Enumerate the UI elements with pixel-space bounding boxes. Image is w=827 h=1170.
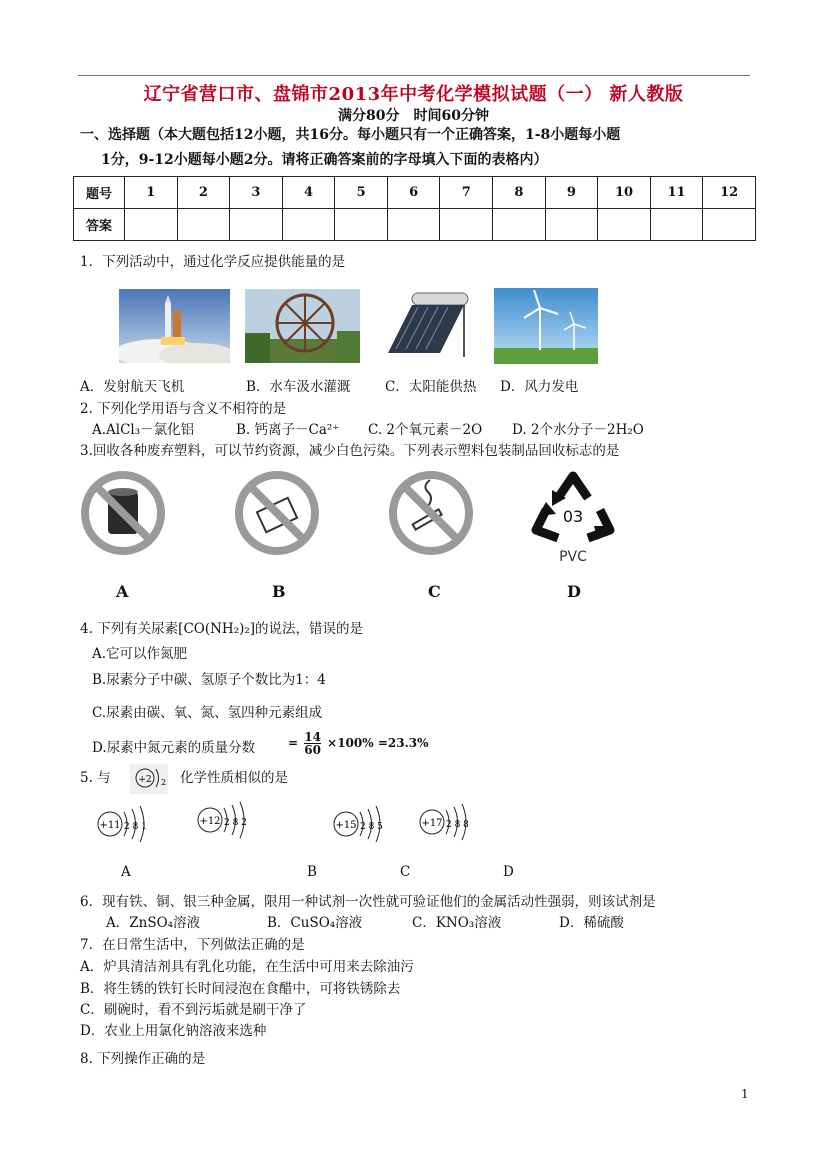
- q7-option-c: C．刷碗时，看不到污垢就是刷干净了: [80, 1002, 307, 1018]
- atom-diagram-b: [194, 800, 258, 840]
- answer-cell[interactable]: [230, 209, 283, 241]
- q6-option-c: C．KNO₃溶液: [412, 915, 502, 931]
- atom-diagram-a: [94, 804, 158, 844]
- formula-numerator: 14: [304, 730, 321, 744]
- table-cell-number: 7: [440, 177, 493, 209]
- q3-label-b: B: [272, 582, 286, 601]
- atom-diagram-d: [416, 802, 480, 842]
- no-oil-drum-sign: [80, 470, 166, 556]
- answer-cell[interactable]: [440, 209, 493, 241]
- q1-option-d: D．风力发电: [500, 379, 579, 395]
- table-cell-number: 3: [230, 177, 283, 209]
- table-cell-number: 1: [125, 177, 178, 209]
- page-number: 1: [741, 1087, 749, 1101]
- table-label-answer: 答案: [74, 209, 125, 241]
- q3-label-a: A: [116, 582, 129, 601]
- solar-heater-photo: [378, 287, 474, 363]
- page-title: 辽宁省营口市、盘锦市2013年中考化学模拟试题（一） 新人教版: [143, 84, 684, 105]
- table-cell-number: 12: [703, 177, 756, 209]
- section-heading-line1: 一、选择题（本大题包括12小题，共16分。每小题只有一个正确答案，1-8小题每小题: [80, 127, 621, 143]
- answer-cell[interactable]: [282, 209, 335, 241]
- q2-option-d: D. 2个水分子－2H₂O: [512, 422, 644, 438]
- reference-atom-diagram: [130, 764, 168, 794]
- q1-option-c: C．太阳能供热: [385, 379, 477, 395]
- q2-option-a: A.AlCl₃－氯化铝: [92, 422, 195, 438]
- wind-turbine-photo: [494, 288, 598, 364]
- q6-option-a: A．ZnSO₄溶液: [106, 915, 201, 931]
- table-cell-number: 2: [177, 177, 230, 209]
- answer-cell[interactable]: [125, 209, 178, 241]
- atom-b-shells: 2 8 2: [224, 818, 247, 828]
- q5-label-b: B: [307, 864, 317, 880]
- waterwheel-photo: [245, 289, 360, 363]
- table-cell-number: 8: [493, 177, 546, 209]
- ref-shell: 2: [161, 778, 167, 787]
- q5-suffix: 化学性质相似的是: [180, 770, 288, 786]
- recycle-symbol-icon: [528, 468, 618, 568]
- q7-stem: 7．在日常生活中，下列做法正确的是: [80, 937, 305, 953]
- q1-stem: 1．下列活动中，通过化学反应提供能量的是: [80, 254, 346, 270]
- answer-cell[interactable]: [545, 209, 598, 241]
- q7-option-a: A．炉具清洁剂具有乳化功能，在生活中可用来去除油污: [80, 959, 414, 975]
- q1-option-a: A．发射航天飞机: [80, 379, 185, 395]
- section-heading-line2: 1分，9-12小题每小题2分。请将正确答案前的字母填入下面的表格内）: [101, 152, 548, 168]
- answer-cell[interactable]: [493, 209, 546, 241]
- atom-d-shells: 2 8 8: [446, 820, 469, 830]
- q4-option-d: D.尿素中氮元素的质量分数: [92, 740, 256, 756]
- table-cell-number: 11: [650, 177, 703, 209]
- ref-nucleus: +2: [138, 775, 152, 785]
- recycle-name: PVC: [559, 549, 587, 565]
- q4-formula: = $\frac{14}{60}$ ×100% =23.3%: [288, 730, 429, 757]
- q2-option-c: C. 2个氧元素－2O: [368, 422, 483, 438]
- table-cell-number: 5: [335, 177, 388, 209]
- answer-cell[interactable]: [703, 209, 756, 241]
- q2-stem: 2. 下列化学用语与含义不相符的是: [80, 401, 287, 417]
- page-subtitle: 满分80分 时间60分钟: [338, 108, 489, 124]
- q4-stem: 4. 下列有关尿素[CO(NH₂)₂]的说法，错误的是: [80, 621, 364, 637]
- formula-rest: ×100% =23.3%: [327, 736, 429, 750]
- q5-label-c: C: [400, 864, 411, 880]
- q3-stem: 3.回收各种废弃塑料，可以节约资源，减少白色污染。下列表示塑料包装制品回收标志的是: [80, 443, 620, 459]
- table-label-number: 题号: [74, 177, 125, 209]
- q4-option-c: C.尿素由碳、氧、氮、氢四种元素组成: [92, 705, 323, 721]
- q4-option-b: B.尿素分子中碳、氢原子个数比为1：4: [92, 672, 326, 688]
- table-cell-number: 10: [598, 177, 651, 209]
- recycle-code: 03: [562, 507, 584, 526]
- table-row-numbers: [74, 177, 756, 209]
- atom-a-shells: 2 8 1: [124, 822, 147, 832]
- q6-stem: 6．现有铁、铜、银三种金属，限用一种试剂一次性就可验证他们的金属活动性强弱，则该试剂是: [80, 894, 656, 910]
- q1-option-b: B．水车汲水灌溉: [246, 379, 351, 395]
- q5-label-d: D: [503, 864, 514, 880]
- atom-d-nucleus: +17: [421, 818, 443, 829]
- answer-cell[interactable]: [177, 209, 230, 241]
- atom-diagram-c: [330, 804, 394, 844]
- atom-b-nucleus: +12: [199, 816, 221, 827]
- answer-cell[interactable]: [650, 209, 703, 241]
- q6-option-b: B．CuSO₄溶液: [267, 915, 363, 931]
- table-cell-number: 6: [387, 177, 440, 209]
- formula-denominator: 60: [304, 743, 321, 757]
- q3-label-c: C: [428, 582, 441, 601]
- q7-option-d: D．农业上用氯化钠溶液来选种: [80, 1023, 267, 1039]
- header-rule: [78, 75, 750, 76]
- q2-option-b: B. 钙离子－Ca²⁺: [236, 422, 340, 438]
- q7-option-b: B．将生锈的铁钉长时间浸泡在食醋中，可将铁锈除去: [80, 981, 401, 997]
- no-lighter-sign: [234, 470, 320, 556]
- q6-option-d: D．稀硫酸: [559, 915, 624, 931]
- table-cell-number: 4: [282, 177, 335, 209]
- atom-c-nucleus: +15: [335, 820, 357, 831]
- answer-cell[interactable]: [335, 209, 388, 241]
- q4-option-a: A.它可以作氮肥: [92, 646, 188, 662]
- q5-label-a: A: [121, 864, 131, 880]
- atom-a-nucleus: +11: [99, 820, 121, 831]
- q5-prefix: 5. 与: [80, 770, 111, 786]
- no-smoking-sign: [388, 470, 474, 556]
- answer-cell[interactable]: [387, 209, 440, 241]
- answer-table: [73, 176, 756, 241]
- table-row-answers: [74, 209, 756, 241]
- q3-label-d: D: [567, 582, 581, 601]
- shuttle-launch-photo: [119, 289, 230, 363]
- table-cell-number: 9: [545, 177, 598, 209]
- q8-stem: 8. 下列操作正确的是: [80, 1051, 206, 1067]
- atom-c-shells: 2 8 5: [360, 822, 383, 832]
- answer-cell[interactable]: [598, 209, 651, 241]
